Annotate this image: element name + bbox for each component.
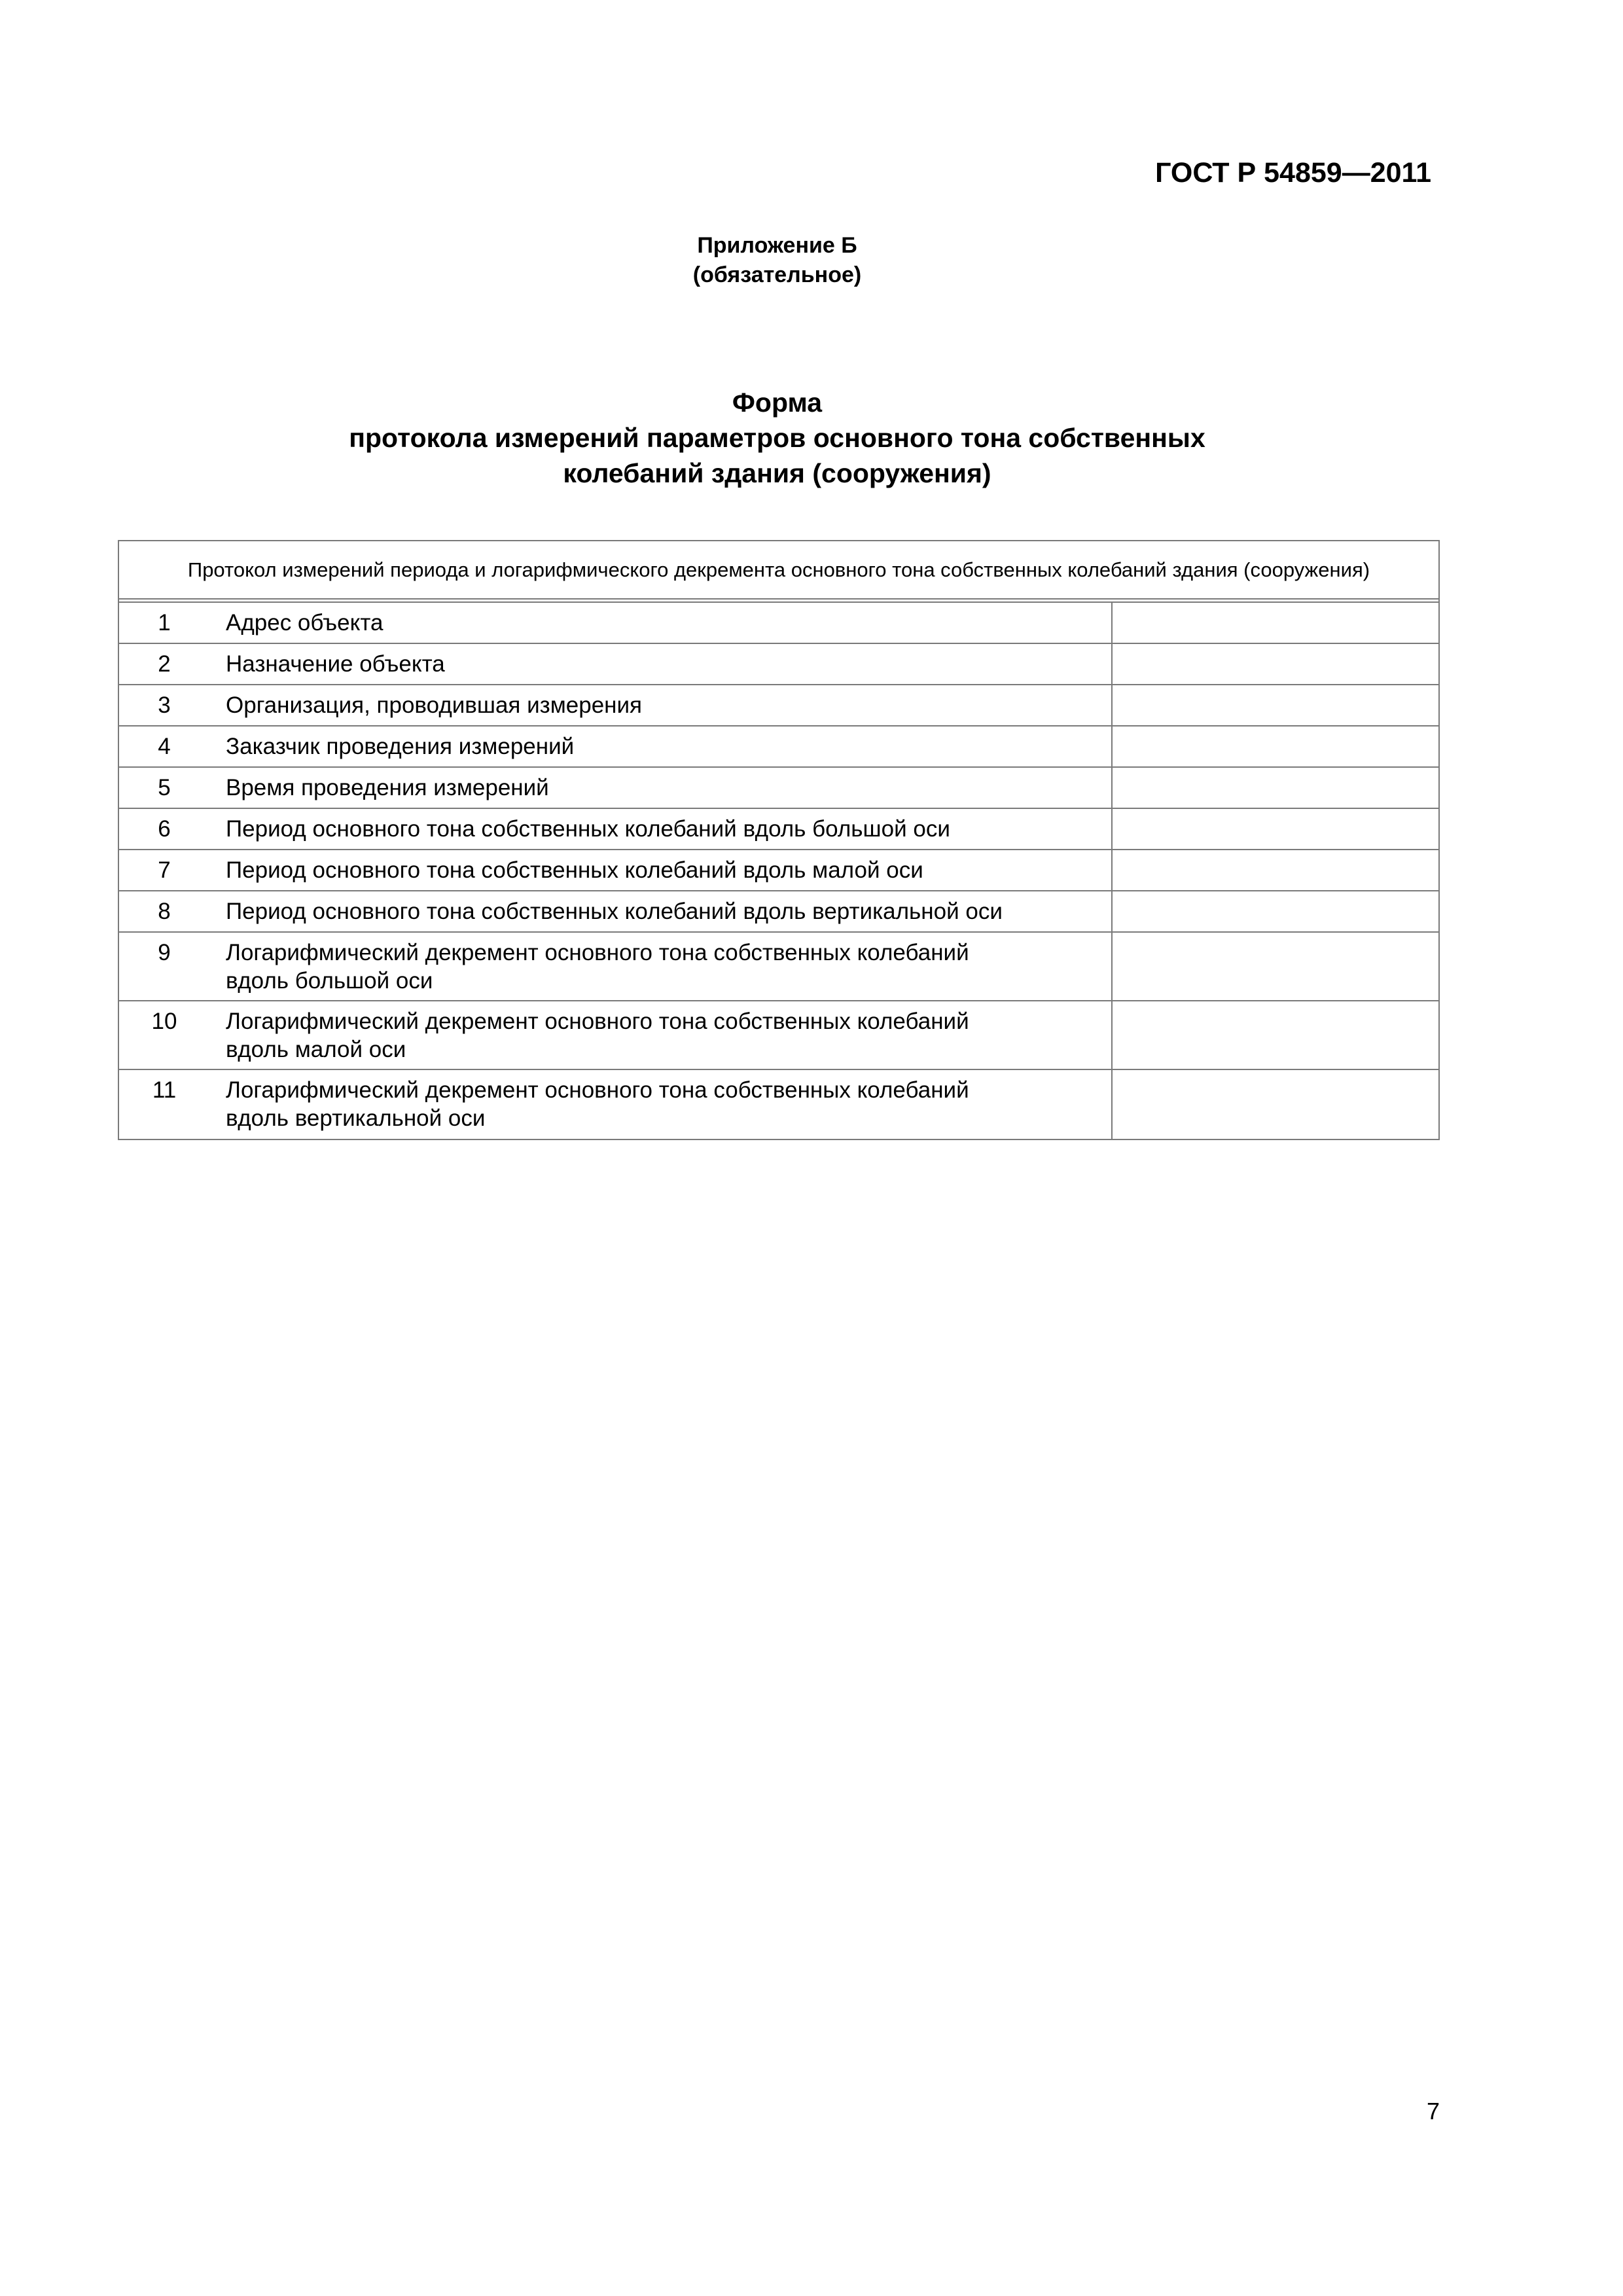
- row-value-cell[interactable]: [1113, 1001, 1438, 1069]
- table-row: [119, 768, 1438, 809]
- row-number: 7: [158, 857, 171, 883]
- table-row: [119, 1070, 1438, 1139]
- row-value-cell[interactable]: [1113, 891, 1438, 931]
- row-label: [209, 1070, 1113, 1139]
- row-label: [209, 726, 1113, 766]
- row-value-cell[interactable]: [1113, 850, 1438, 890]
- form-title-line-2: протокола измерений параметров основного тона собственных: [349, 423, 1205, 453]
- row-label-line-1: Логарифмический декремент основного тона собственных колебаний: [226, 940, 969, 965]
- page-number: 7: [1427, 2098, 1440, 2125]
- row-label-line-2: вдоль малой оси: [226, 1037, 406, 1062]
- protocol-table: [118, 540, 1440, 1140]
- row-label-line-1: Время проведения измерений: [226, 775, 549, 800]
- row-number: 2: [158, 651, 171, 677]
- row-value-cell[interactable]: [1113, 933, 1438, 1000]
- row-value-cell[interactable]: [1113, 1070, 1438, 1139]
- row-label-line-1: Период основного тона собственных колебаний вдоль вертикальной оси: [226, 899, 1003, 924]
- row-label: [209, 768, 1113, 808]
- row-value-cell[interactable]: [1113, 644, 1438, 684]
- row-value-cell[interactable]: [1113, 603, 1438, 643]
- table-row: [119, 933, 1438, 1001]
- table-row: [119, 726, 1438, 768]
- row-label: [209, 809, 1113, 849]
- row-number: 10: [151, 1009, 177, 1034]
- row-label-line-1: Заказчик проведения измерений: [226, 734, 575, 759]
- row-number: 4: [158, 734, 171, 759]
- row-label-line-1: Период основного тона собственных колебаний вдоль большой оси: [226, 816, 950, 842]
- table-row: [119, 1001, 1438, 1070]
- row-label: [209, 891, 1113, 931]
- row-number: 8: [158, 899, 171, 924]
- row-label-line-1: Логарифмический декремент основного тона собственных колебаний: [226, 1009, 969, 1034]
- document-code: ГОСТ Р 54859—2011: [1155, 157, 1431, 188]
- form-title: [0, 385, 1554, 491]
- row-label-line-2: вдоль вертикальной оси: [226, 1105, 486, 1131]
- row-label: [209, 850, 1113, 890]
- row-label: [209, 685, 1113, 725]
- row-label-line-1: Логарифмический декремент основного тона собственных колебаний: [226, 1077, 969, 1103]
- row-number: 3: [158, 692, 171, 718]
- row-label: [209, 603, 1113, 643]
- row-value-cell[interactable]: [1113, 809, 1438, 849]
- row-value-cell[interactable]: [1113, 726, 1438, 766]
- row-label-line-1: Организация, проводившая измерения: [226, 692, 642, 718]
- annex-status: (обязательное): [692, 262, 862, 287]
- table-row: [119, 850, 1438, 891]
- table-row: [119, 809, 1438, 850]
- row-value-cell[interactable]: [1113, 768, 1438, 808]
- row-label-line-1: Период основного тона собственных колебаний вдоль малой оси: [226, 857, 923, 883]
- row-label: [209, 1001, 1113, 1069]
- row-label-line-1: Адрес объекта: [226, 610, 383, 636]
- row-number: 5: [158, 775, 171, 800]
- row-number: 1: [158, 610, 171, 636]
- table-row: [119, 644, 1438, 685]
- row-label-line-1: Назначение объекта: [226, 651, 445, 677]
- table-caption: Протокол измерений периода и логарифмического декремента основного тона собственных колебаний здания (сооружения): [119, 541, 1438, 600]
- row-label: [209, 933, 1113, 1000]
- row-number: 11: [152, 1077, 177, 1103]
- form-title-line-1: Форма: [732, 387, 823, 418]
- row-label-line-2: вдоль большой оси: [226, 968, 433, 994]
- row-value-cell[interactable]: [1113, 685, 1438, 725]
- row-number: 9: [158, 940, 171, 965]
- table-row: [119, 603, 1438, 644]
- table-row: [119, 891, 1438, 933]
- table-row: [119, 685, 1438, 726]
- row-number: 6: [158, 816, 171, 842]
- annex-title: Приложение Б: [697, 233, 857, 258]
- row-label: [209, 644, 1113, 684]
- form-title-line-3: колебаний здания (сооружения): [563, 458, 991, 488]
